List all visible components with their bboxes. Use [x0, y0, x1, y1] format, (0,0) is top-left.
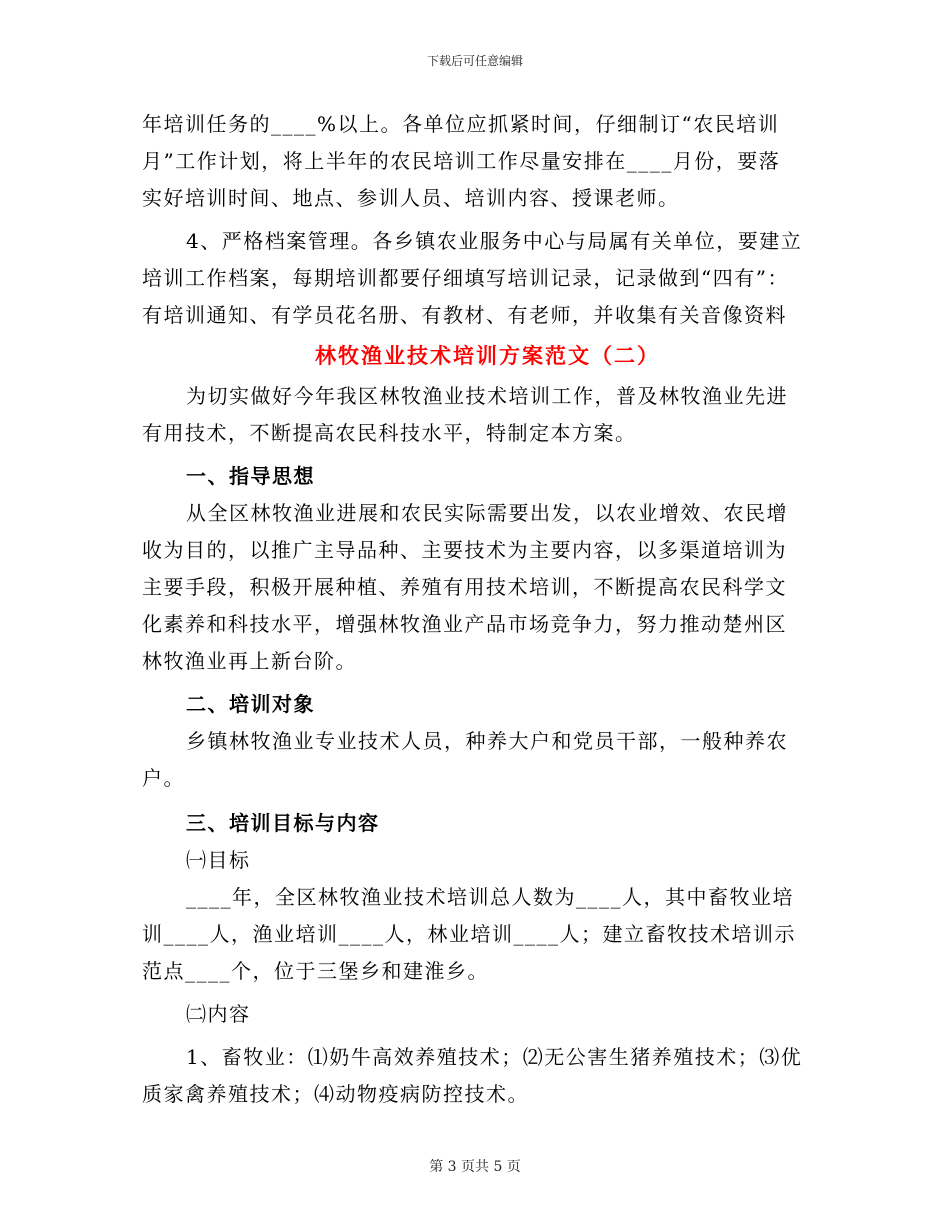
subsection-heading: ㈠目标 [186, 848, 251, 872]
paragraph-line: 训____人，渔业培训____人，林业培训____人；建立畜牧技术培训示 [142, 922, 796, 946]
document-body [142, 106, 807, 1113]
paragraph-line: 户。 [142, 766, 185, 790]
paragraph-line: 年培训任务的____%以上。各单位应抓紧时间，仔细制订“农民培训 [142, 112, 780, 136]
subsection-heading: ㈡内容 [186, 1002, 251, 1026]
section-heading: 一、指导思想 [186, 464, 315, 488]
paragraph-line: 4、严格档案管理。各乡镇农业服务中心与局属有关单位，要建立 [186, 229, 803, 253]
section-heading: 二、培训对象 [186, 692, 315, 716]
section-heading: 三、培训目标与内容 [186, 811, 380, 835]
paragraph-line: 主要手段，积极开展种植、养殖有用技术培训，不断提高农民科学文 [142, 575, 787, 599]
paragraph-line: 收为目的，以推广主导品种、主要技术为主要内容，以多渠道培训为 [142, 538, 787, 562]
paragraph-line: 培训工作档案，每期培训都要仔细填写培训记录，记录做到“四有”： [142, 266, 789, 290]
paragraph-line: 有用技术，不断提高农民科技水平，特制定本方案。 [142, 421, 637, 445]
document-title: 林牧渔业技术培训方案范文（二） [315, 343, 660, 368]
paragraph-line: 从全区林牧渔业进展和农民实际需要出发，以农业增效、农民增 [186, 501, 788, 525]
paragraph-line: 化素养和科技水平，增强林牧渔业产品市场竞争力，努力推动楚州区 [142, 612, 787, 636]
paragraph-line: 质家禽养殖技术；⑷动物疫病防控技术。 [142, 1082, 529, 1106]
paragraph-line: 林牧渔业再上新台阶。 [142, 649, 357, 673]
paragraph-line: 为切实做好今年我区林牧渔业技术培训工作，普及林牧渔业先进 [186, 384, 788, 408]
paragraph-line: 实好培训时间、地点、参训人员、培训内容、授课老师。 [142, 186, 680, 210]
paragraph-line: 有培训通知、有学员花名册、有教材、有老师，并收集有关音像资料 [142, 303, 787, 327]
paragraph-line: 乡镇林牧渔业专业技术人员，种养大户和党员干部，一般种养农 [186, 729, 788, 753]
header-note: 下载后可任意编辑 [426, 54, 523, 68]
paragraph-line: 月”工作计划，将上半年的农民培训工作尽量安排在____月份，要落 [142, 149, 781, 173]
page-number: 第 3 页共 5 页 [429, 1159, 521, 1175]
paragraph-line: 1、畜牧业：⑴奶牛高效养殖技术；⑵无公害生猪养殖技术；⑶优 [186, 1045, 803, 1069]
paragraph-line: 范点____个，位于三堡乡和建淮乡。 [142, 959, 489, 983]
paragraph-line: ____年，全区林牧渔业技术培训总人数为____人，其中畜牧业培 [186, 885, 794, 909]
